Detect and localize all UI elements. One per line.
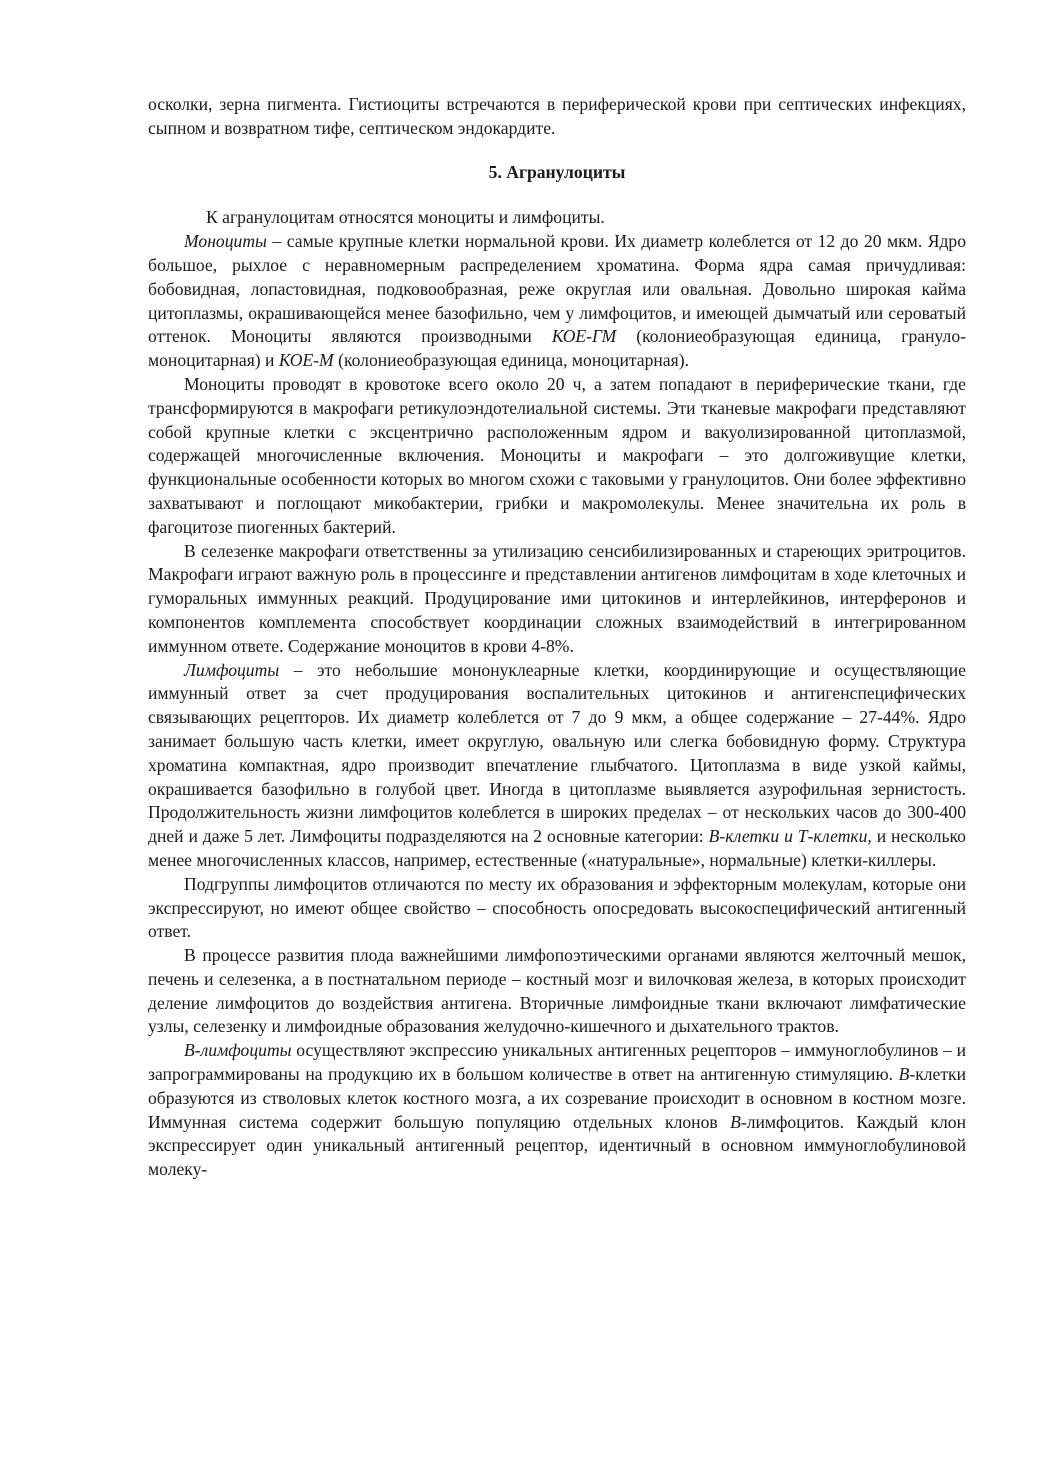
section-heading: 5. Агранулоциты	[488, 161, 626, 182]
lymphocyte-subgroups-paragraph: Подгруппы лимфоцитов отличаются по месту их образования и эффекторным молекулам, которые они экспрессируют, но имеют общее свойство – способность опосредовать высокоспецифический антигенный ответ.	[148, 873, 966, 942]
lymphocytes-paragraph	[148, 659, 966, 873]
b-lymphocytes-text-3: -лимфоцитов. Каждый клон экспрессирует один уникальный антигенный рецептор, идентичный в основном иммуноглобулиновой молеку-	[148, 1111, 966, 1180]
monocytes-text-3: (колониеобразующая единица, моноцитарная).	[333, 350, 689, 371]
monocytes-text-2: (колониеобразующая единица, грануло-моноцитарная) и	[148, 326, 966, 371]
b-lymphocytes-term: В-лимфоциты	[184, 1040, 292, 1061]
b-t-cells-term: В-клетки и Т-клетки,	[708, 826, 872, 847]
intro-paragraph: К агранулоцитам относятся моноциты и лимфоциты.	[206, 207, 605, 228]
b-lymphocytes-clone-term: В	[730, 1111, 741, 1132]
b-lymphocytes-paragraph	[148, 1039, 966, 1182]
b-lymphocytes-text-1: осуществляют экспрессию уникальных антигенных рецепторов – иммуноглобулинов – и запрограммированы на продукцию их в большом количестве в ответ на антигенную стимуляцию.	[148, 1040, 966, 1085]
monocytes-paragraph	[148, 230, 966, 373]
b-cells-term: В	[898, 1064, 910, 1085]
document-page	[148, 93, 966, 1182]
lymphocytes-text-1: – это небольшие мононуклеарные клетки, координирующие и осуществляющие иммунный ответ за счет продуцирования воспалительных цитокинов и антигенспецифических связывающих рецепторов. Их диаметр колеблется от 7 до 9 мкм, а общее содержание – 27-44%. Ядро занимает большую часть клетки, имеет округлую, овальную или слегка бобовидную форму. Структура хроматина компактная, ядро производит впечатление глыбчатого. Цитоплазма в виде узкой каймы, окрашивается базофильно в голубой цвет. Иногда в цитоплазме выявляется азурофильная зернистость. Продолжительность жизни лимфоцитов колеблется в широких пределах – от нескольких часов до 300-400 дней и даже 5 лет. Лимфоциты подразделяются на 2 основные категории:	[148, 659, 966, 847]
monocytes-text-1: – самые крупные клетки нормальной крови. Их диаметр колеблется от 12 до 20 мкм. Ядро большое, рыхлое с неравномерным распределением хроматина. Форма ядра самая причудливая: бобовидная, лопастовидная, подковообразная, реже округлая или овальная. Довольно широкая кайма цитоплазмы, окрашивающейся менее базофильно, чем у лимфоцитов, и имеющей дымчатый или сероватый оттенок. Моноциты являются производными	[148, 231, 966, 347]
spleen-macrophages-paragraph: В селезенке макрофаги ответственны за утилизацию сенсибилизированных и стареющих эритроцитов. Макрофаги играют важную роль в процессинге и представлении антигенов лимфоцитам в ходе клеточных и гуморальных иммунных реакций. Продуцирование ими цитокинов и интерлейкинов, интерферонов и компонентов комплемента способствует координации сложных взаимодействий в интегрированном иммунном ответе. Содержание моноцитов в крови 4-8%.	[148, 540, 966, 656]
monocytes-term: Моноциты	[184, 231, 267, 252]
tissue-macrophages-paragraph: Моноциты проводят в кровотоке всего около 20 ч, а затем попадают в периферические ткани, где трансформируются в макрофаги ретикулоэндотелиальной системы. Эти тканевые макрофаги представляют собой крупные клетки с эксцентрично расположенным ядром и вакуолизированной цитоплазмой, содержащей многочисленные включения. Моноциты и макрофаги – это долгоживущие клетки, функциональные особенности которых во многом схожи с таковыми у гранулоцитов. Они более эффективно захватывают и поглощают микобактерии, грибки и макромолекулы. Менее значительна их роль в фагоцитозе пиогенных бактерий.	[148, 373, 966, 537]
b-lymphocytes-text-2: -клетки образуются из стволовых клеток костного мозга, а их созревание происходит в основном в костном мозге. Иммунная система содержит большую популяцию отдельных клонов	[148, 1064, 966, 1132]
continuation-paragraph: осколки, зерна пигмента. Гистиоциты встречаются в периферической крови при септических инфекциях, сыпном и возвратном тифе, септическом эндокардите.	[148, 94, 966, 138]
lymphocytes-text-2: и несколько менее многочисленных классов, например, естественные («натуральные», нормальные) клетки-киллеры.	[148, 826, 966, 870]
koe-gm-term: КОЕ-ГМ	[551, 326, 617, 347]
lymphopoiesis-paragraph: В процессе развития плода важнейшими лимфопоэтическими органами являются желточный мешок, печень и селезенка, а в постнатальном периоде – костный мозг и вилочковая железа, в которых происходит деление лимфоцитов до воздействия антигена. Вторичные лимфоидные ткани включают лимфатические узлы, селезенку и лимфоидные образования желудочно-кишечного и дыхательного трактов.	[148, 945, 966, 1037]
koe-m-term: КОЕ-М	[278, 350, 334, 371]
lymphocytes-term: Лимфоциты	[184, 659, 280, 680]
